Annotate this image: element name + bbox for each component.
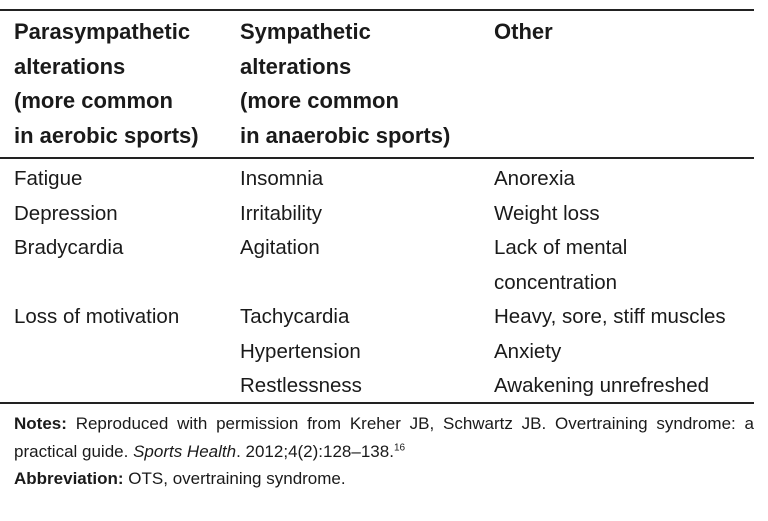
reference-number: 16 — [393, 441, 406, 453]
other-column — [494, 162, 756, 404]
table-cell: Lack of mental concentration — [494, 236, 628, 294]
header-rule — [0, 157, 754, 159]
parasympathetic-column — [14, 162, 179, 335]
table-cell: Insomnia — [240, 167, 324, 190]
bottom-rule — [0, 402, 754, 404]
abbreviation-line — [14, 465, 754, 493]
table-cell: Anorexia — [494, 167, 575, 190]
header-other: Other — [494, 19, 553, 44]
table-cell: Fatigue — [14, 167, 83, 190]
notes-label: Notes: — [14, 414, 67, 433]
table-cell: Bradycardia — [14, 236, 124, 259]
table-cell: Anxiety — [494, 339, 562, 363]
spacer — [14, 266, 179, 301]
table-cell: Weight loss — [494, 201, 600, 225]
notes-text: Reproduced with permission from Kreher JB, Schwartz JB. Overtraining syndrome: a practical guide. — [14, 414, 754, 461]
table-cell: Irritability — [240, 201, 323, 225]
journal-name: Sports Health — [133, 441, 237, 461]
table-cell: Loss of motivation — [14, 305, 180, 328]
abbreviation-text: OTS, overtraining syndrome. — [128, 469, 346, 488]
table-footnotes — [14, 410, 754, 493]
table-cell: Depression — [14, 201, 118, 225]
sympathetic-column — [240, 162, 362, 404]
citation-text: . 2012;4(2):128–138. — [236, 441, 394, 461]
table-cell: Hypertension — [240, 339, 361, 363]
top-rule — [0, 9, 754, 11]
abbreviation-label: Abbreviation: — [14, 469, 124, 488]
spacer — [240, 266, 362, 301]
table-cell: Awakening unrefreshed — [494, 374, 710, 397]
table-cell: Restlessness — [240, 374, 362, 397]
table-cell: Tachycardia — [240, 305, 350, 328]
header-sympathetic: Sympathetic alterations (more common in anaerobic sports) — [240, 19, 451, 148]
table-cell: Heavy, sore, stiff muscles — [494, 305, 726, 328]
notes-line — [14, 410, 754, 465]
table-cell: Agitation — [240, 236, 320, 259]
header-parasympathetic: Parasympathetic alterations (more common in aerobic sports) — [14, 19, 199, 148]
